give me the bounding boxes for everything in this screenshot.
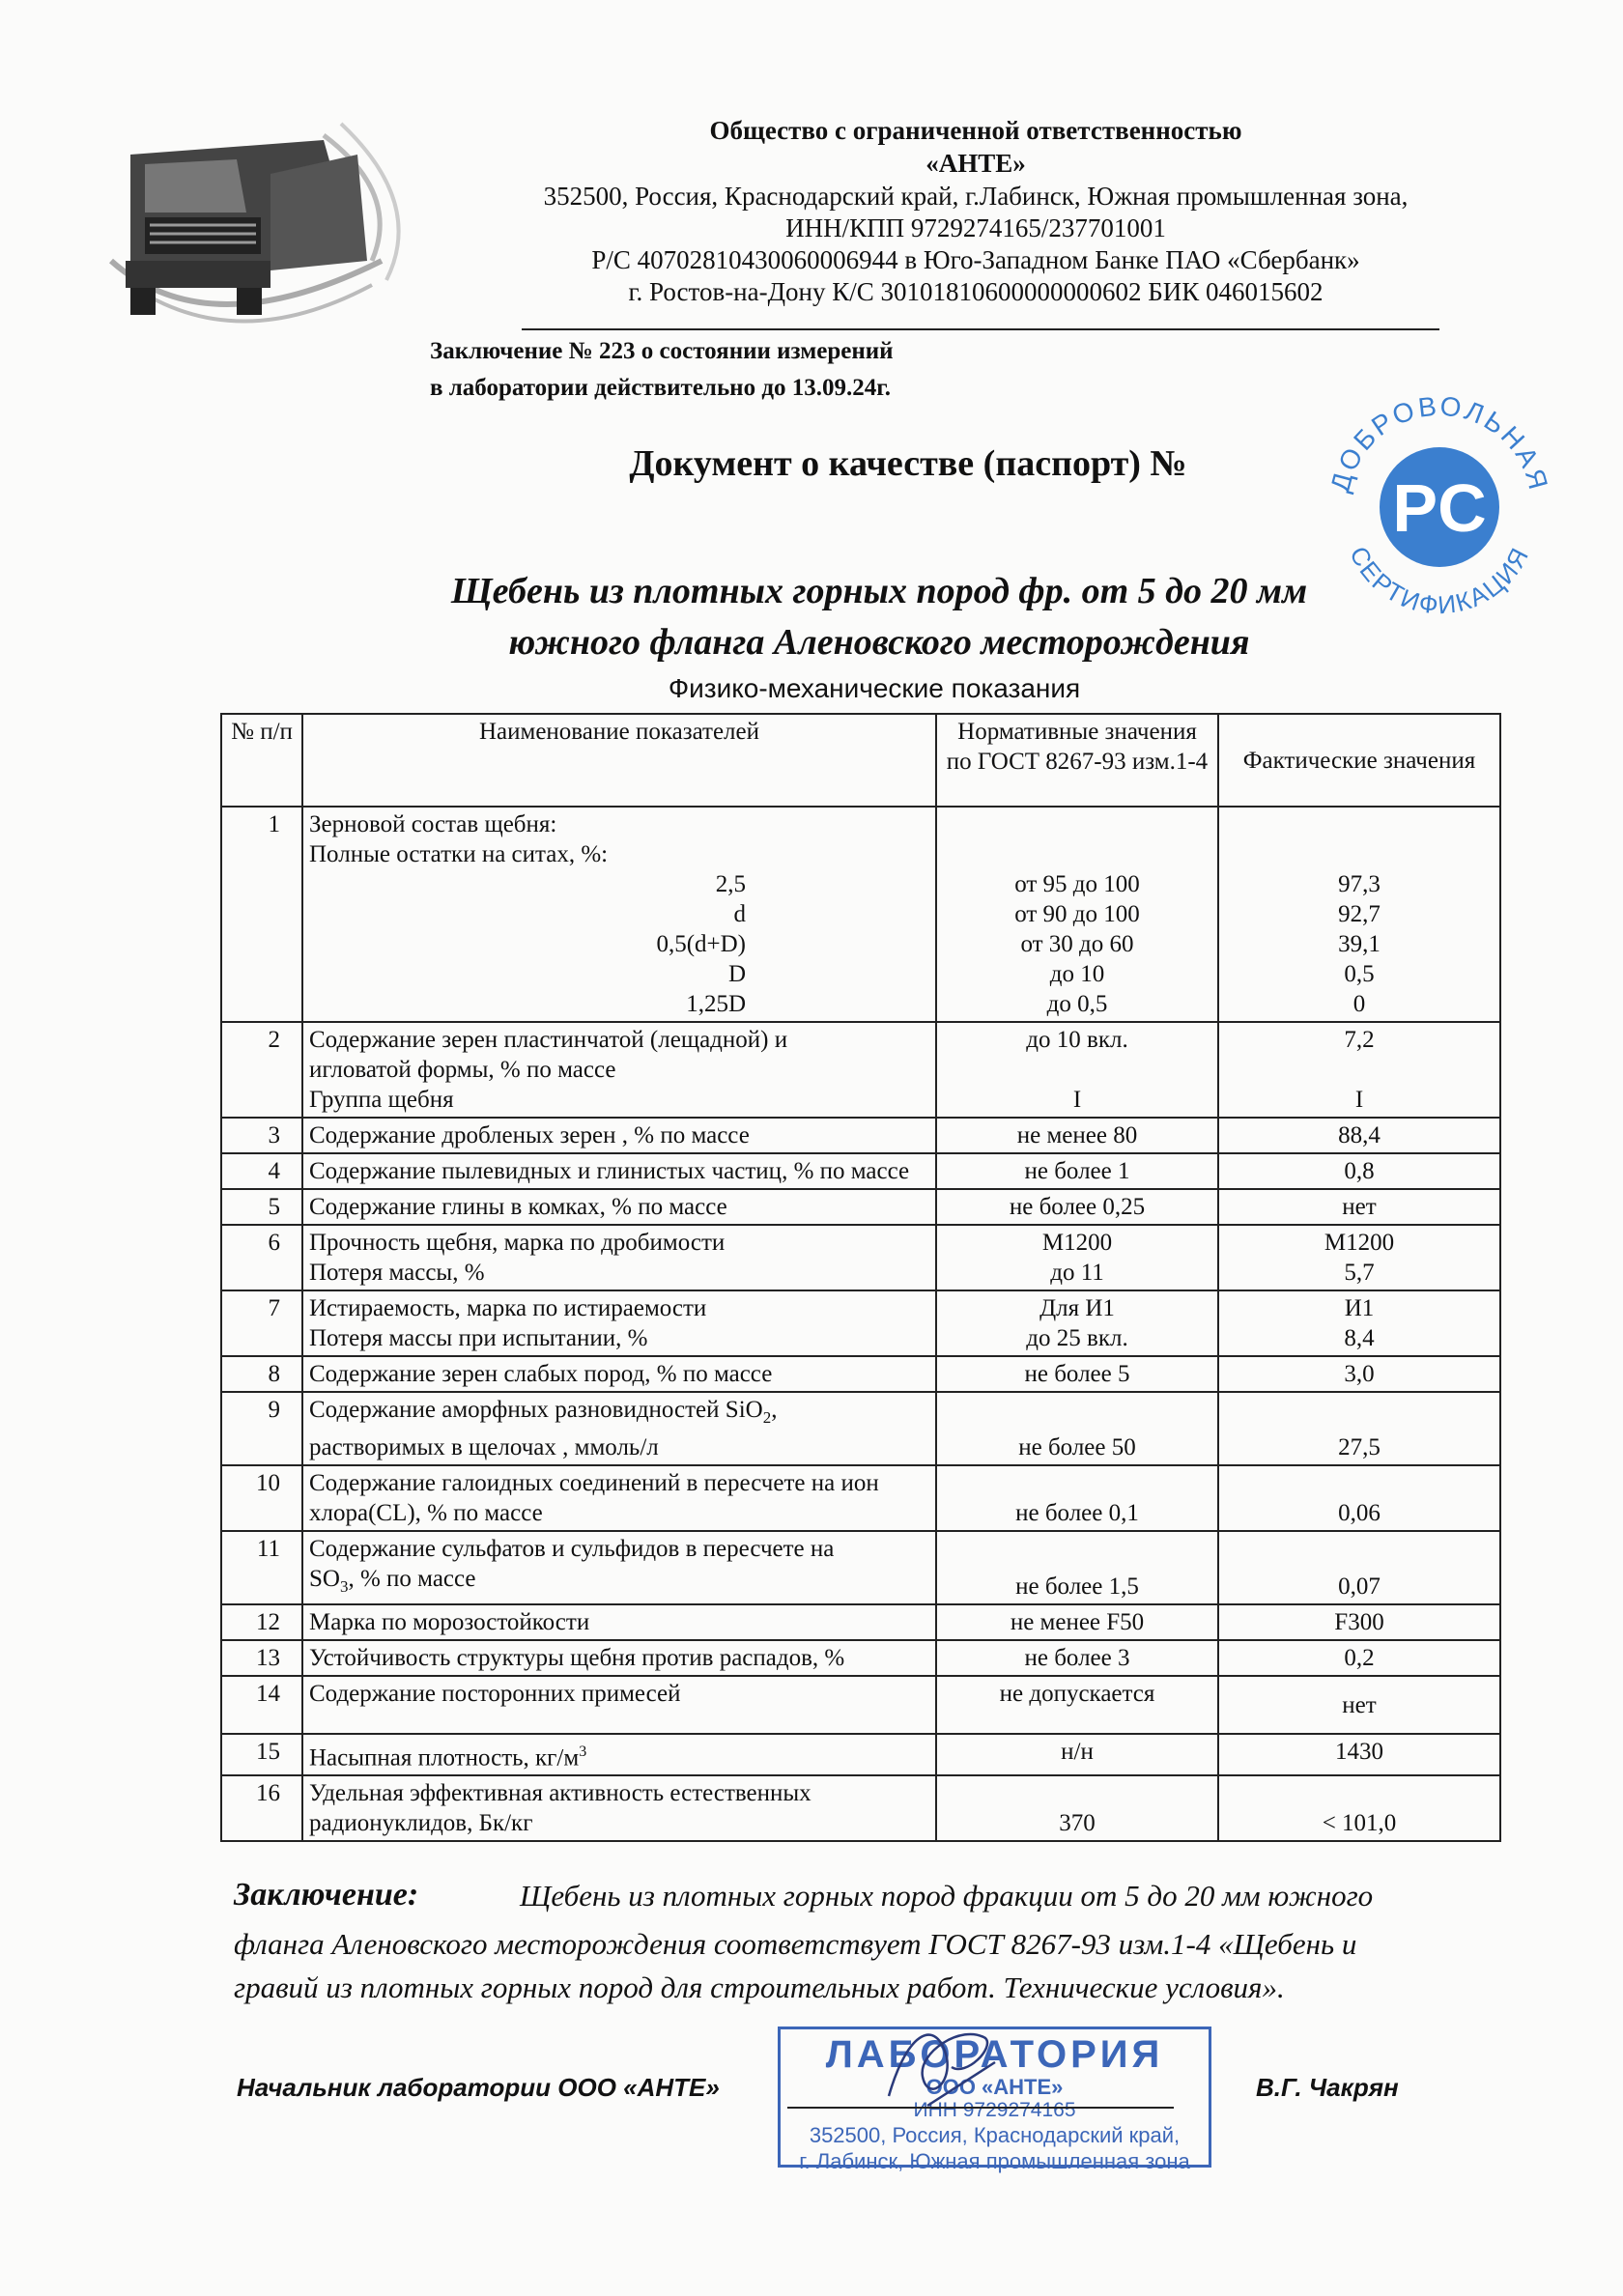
row-name: [302, 1290, 936, 1356]
sieve-item: d: [733, 901, 746, 927]
row-norm: [936, 1022, 1218, 1118]
document-title: Документ о качестве (паспорт) №: [629, 443, 1187, 484]
row-name-line: растворимых в щелочах , ммоль/л: [309, 1434, 659, 1460]
row-norm: [936, 1225, 1218, 1290]
row-num: 1: [221, 807, 302, 1022]
row-fact: [1218, 1022, 1500, 1118]
table-row: [221, 1022, 1500, 1118]
row-name-line: [309, 1395, 929, 1432]
norm-item: от 95 до 100: [1014, 871, 1140, 897]
row-name: Содержание зерен слабых пород, % по массе: [302, 1356, 936, 1392]
header-divider: [522, 328, 1439, 330]
fact-item: I: [1354, 1087, 1364, 1113]
table-row: [221, 1604, 1500, 1640]
table-row: [221, 1734, 1500, 1775]
row-name: Содержание посторонних примесей: [302, 1676, 936, 1734]
table-row: [221, 1531, 1500, 1604]
row-fact: [1218, 807, 1500, 1022]
signer-name: В.Г. Чакрян: [1256, 2073, 1399, 2102]
truck-logo-icon: [92, 116, 411, 348]
row-name-text: ,: [771, 1397, 778, 1423]
row-name-line: Потеря массы, %: [309, 1260, 485, 1286]
handwritten-signature-icon: [869, 2009, 1014, 2125]
row-name: [302, 1531, 936, 1604]
norm-item: М1200: [1041, 1230, 1113, 1256]
subscript: 3: [339, 1577, 349, 1596]
row-num: 9: [221, 1392, 302, 1465]
row-name-line: Удельная эффективная активность естественных: [309, 1780, 812, 1807]
row-norm: не более 0,25: [936, 1189, 1218, 1225]
row-name-text: SO: [309, 1566, 340, 1592]
fact-item: 92,7: [1338, 901, 1381, 927]
row-name-text: Насыпная плотность, кг/м: [309, 1744, 580, 1772]
row-fact: 1430: [1218, 1734, 1500, 1775]
row-name-text: Содержание аморфных разновидностей SiO: [309, 1397, 763, 1423]
row-name-line: Потеря массы при испытании, %: [309, 1325, 648, 1351]
product-title-line: Щебень из плотных горных пород фр. от 5 до 20 мм: [450, 571, 1308, 611]
lab-note-line: в лаборатории действительно до 13.09.24г.: [430, 375, 892, 401]
row-norm: не менее F50: [936, 1604, 1218, 1640]
stamp-line: ООО «АНТЕ»: [925, 2075, 1064, 2099]
norm-item: I: [1072, 1087, 1082, 1113]
table-row: [221, 1392, 1500, 1465]
row-num: 13: [221, 1640, 302, 1676]
table-row: [221, 1290, 1500, 1356]
row-name: Содержание глины в комках, % по массе: [302, 1189, 936, 1225]
row-name-line: Прочность щебня, марка по дробимости: [309, 1230, 726, 1256]
row-fact: нет: [1218, 1189, 1500, 1225]
row-fact: 0,06: [1218, 1465, 1500, 1531]
row-name-line: радионуклидов, Бк/кг: [309, 1810, 533, 1837]
signer-role: Начальник лаборатории ООО «АНТЕ»: [237, 2073, 720, 2102]
sieve-item: D: [727, 961, 746, 987]
row-num: 5: [221, 1189, 302, 1225]
norm-item: до 0,5: [1046, 991, 1108, 1017]
table-row: [221, 1118, 1500, 1153]
row-num: 8: [221, 1356, 302, 1392]
row-fact: [1218, 1225, 1500, 1290]
table-row: [221, 1225, 1500, 1290]
fact-item: М1200: [1324, 1230, 1395, 1256]
row-name-line: Содержание галоидных соединений в пересчете на ион: [309, 1470, 879, 1496]
norm-item: от 90 до 100: [1014, 901, 1140, 927]
fact-item: 5,7: [1344, 1260, 1375, 1286]
norm-item: до 10 вкл.: [1026, 1027, 1128, 1053]
row-name-line: Группа щебня: [309, 1087, 454, 1113]
row-name: [302, 807, 936, 1022]
row-num: 10: [221, 1465, 302, 1531]
row-num: 15: [221, 1734, 302, 1775]
row-fact: [1218, 1290, 1500, 1356]
row-fact: 27,5: [1218, 1392, 1500, 1465]
stamp-line: г. Лабинск, Южная промышленная зона: [799, 2149, 1190, 2173]
norm-item: от 30 до 60: [1020, 931, 1134, 957]
company-bank-details: г. Ростов-на-Дону К/С 30101810600000000602 БИК 046015602: [628, 277, 1324, 306]
row-name: Марка по морозостойкости: [302, 1604, 936, 1640]
row-norm: [936, 807, 1218, 1022]
table-row: [221, 1356, 1500, 1392]
fact-item: 0: [1352, 991, 1366, 1017]
company-inn: ИНН/КПП 9729274165/237701001: [785, 213, 1166, 242]
subscript: 2: [762, 1408, 772, 1427]
row-name-line: Зерновой состав щебня:: [309, 811, 557, 837]
header-fact: Фактические значения: [1218, 714, 1500, 807]
row-num: 7: [221, 1290, 302, 1356]
table-row: [221, 807, 1500, 1022]
row-norm: не менее 80: [936, 1118, 1218, 1153]
row-num: 2: [221, 1022, 302, 1118]
norm-item: до 25 вкл.: [1026, 1325, 1128, 1351]
row-fact: 0,2: [1218, 1640, 1500, 1676]
row-num: 3: [221, 1118, 302, 1153]
row-name: Устойчивость структуры щебня против распадов, %: [302, 1640, 936, 1676]
fact-item: 7,2: [1344, 1027, 1375, 1053]
row-name: [302, 1392, 936, 1465]
product-title-line: южного фланга Аленовского месторождения: [508, 622, 1250, 663]
norm-item: до 11: [1050, 1260, 1104, 1286]
row-norm: не более 3: [936, 1640, 1218, 1676]
row-num: 14: [221, 1676, 302, 1734]
row-name: Содержание дробленых зерен , % по массе: [302, 1118, 936, 1153]
row-name-line: Содержание сульфатов и сульфидов в пересчете на: [309, 1536, 835, 1562]
row-fact: 0,07: [1218, 1531, 1500, 1604]
row-num: 4: [221, 1153, 302, 1189]
table-row: [221, 1465, 1500, 1531]
company-name: «АНТЕ»: [925, 149, 1026, 178]
row-fact: 3,0: [1218, 1356, 1500, 1392]
row-norm: не более 1: [936, 1153, 1218, 1189]
row-fact: 0,8: [1218, 1153, 1500, 1189]
sieve-item: 0,5(d+D): [656, 931, 746, 957]
row-norm: 370: [936, 1775, 1218, 1841]
row-name: [302, 1465, 936, 1531]
header-name: Наименование показателей: [302, 714, 936, 807]
stamp-line: 352500, Россия, Краснодарский край,: [809, 2123, 1181, 2147]
sieve-list: [309, 869, 929, 1019]
lab-certificate-note: [430, 333, 894, 407]
table-header-row: [221, 714, 1500, 807]
cert-top-text: ДОБРОВОЛЬНАЯ: [1324, 390, 1554, 496]
row-name: Содержание пылевидных и глинистых частиц, % по массе: [302, 1153, 936, 1189]
superscript: 3: [579, 1743, 587, 1760]
sieve-item: 2,5: [715, 871, 746, 897]
table-row: [221, 1153, 1500, 1189]
table-row: [221, 1189, 1500, 1225]
fact-item: И1: [1344, 1295, 1375, 1321]
conclusion-line: фланга Аленовского месторождения соответствует ГОСТ 8267-93 изм.1-4 «Щебень и: [234, 1927, 1357, 1961]
row-norm: не более 1,5: [936, 1531, 1218, 1604]
conclusion-heading: Заключение:: [234, 1877, 419, 1913]
conclusion-line: Щебень из плотных горных пород фракции от 5 до 20 мм южного: [520, 1879, 1374, 1913]
row-name-text: , % по массе: [348, 1566, 476, 1592]
stamp-line: ИНН 9729274165: [913, 2099, 1076, 2121]
row-num: 16: [221, 1775, 302, 1841]
company-legal-form: Общество с ограниченной ответственностью: [709, 116, 1242, 145]
row-norm: не более 0,1: [936, 1465, 1218, 1531]
company-address: 352500, Россия, Краснодарский край, г.Лабинск, Южная промышленная зона,: [543, 182, 1409, 211]
row-fact: 88,4: [1218, 1118, 1500, 1153]
row-fact: < 101,0: [1218, 1775, 1500, 1841]
company-bank: Р/С 40702810430060006944 в Юго-Западном Банке ПАО «Сбербанк»: [591, 245, 1360, 274]
fact-item: 97,3: [1338, 871, 1381, 897]
table-row: [221, 1640, 1500, 1676]
row-name-line: [309, 1564, 929, 1602]
header-norm: Нормативные значения по ГОСТ 8267-93 изм.1-4: [936, 714, 1218, 807]
conclusion-line: гравий из плотных горных пород для строительных работ. Технические условия».: [234, 1970, 1285, 2004]
table-row: [221, 1676, 1500, 1734]
row-name: [302, 1225, 936, 1290]
row-name: [302, 1775, 936, 1841]
fact-item: 0,5: [1344, 961, 1375, 987]
cert-logo-letters: PC: [1392, 470, 1487, 546]
header-num: № п/п: [221, 714, 302, 807]
cert-bottom-text: СЕРТИФИКАЦИЯ: [1344, 541, 1535, 620]
row-norm: не допускается: [936, 1676, 1218, 1734]
row-name: [302, 1734, 936, 1775]
row-name-line: Полные остатки на ситах, %:: [309, 841, 609, 867]
row-norm: не более 5: [936, 1356, 1218, 1392]
sieve-item: 1,25D: [686, 991, 746, 1017]
quality-table: [220, 713, 1501, 1842]
lab-note-line: Заключение № 223 о состоянии измерений: [430, 338, 894, 364]
table-subtitle: Физико-механические показания: [668, 673, 1081, 703]
row-norm: н/н: [936, 1734, 1218, 1775]
row-fact: нет: [1218, 1676, 1500, 1734]
fact-item: 8,4: [1344, 1325, 1375, 1351]
row-fact: F300: [1218, 1604, 1500, 1640]
row-num: 11: [221, 1531, 302, 1604]
row-num: 6: [221, 1225, 302, 1290]
row-name-line: игловатой формы, % по массе: [309, 1057, 616, 1083]
row-name-line: Истираемость, марка по истираемости: [309, 1295, 707, 1321]
fact-item: 39,1: [1338, 931, 1381, 957]
norm-item: Для И1: [1039, 1295, 1115, 1321]
table-row: [221, 1775, 1500, 1841]
row-num: 12: [221, 1604, 302, 1640]
stamp-line: ЛАБОРАТОРИЯ: [825, 2033, 1164, 2076]
row-name-line: хлора(CL), % по массе: [309, 1500, 543, 1526]
row-norm: не более 50: [936, 1392, 1218, 1465]
row-name: [302, 1022, 936, 1118]
row-name-line: Содержание зерен пластинчатой (лещадной) и: [309, 1027, 788, 1053]
norm-item: до 10: [1049, 961, 1105, 987]
row-norm: [936, 1290, 1218, 1356]
